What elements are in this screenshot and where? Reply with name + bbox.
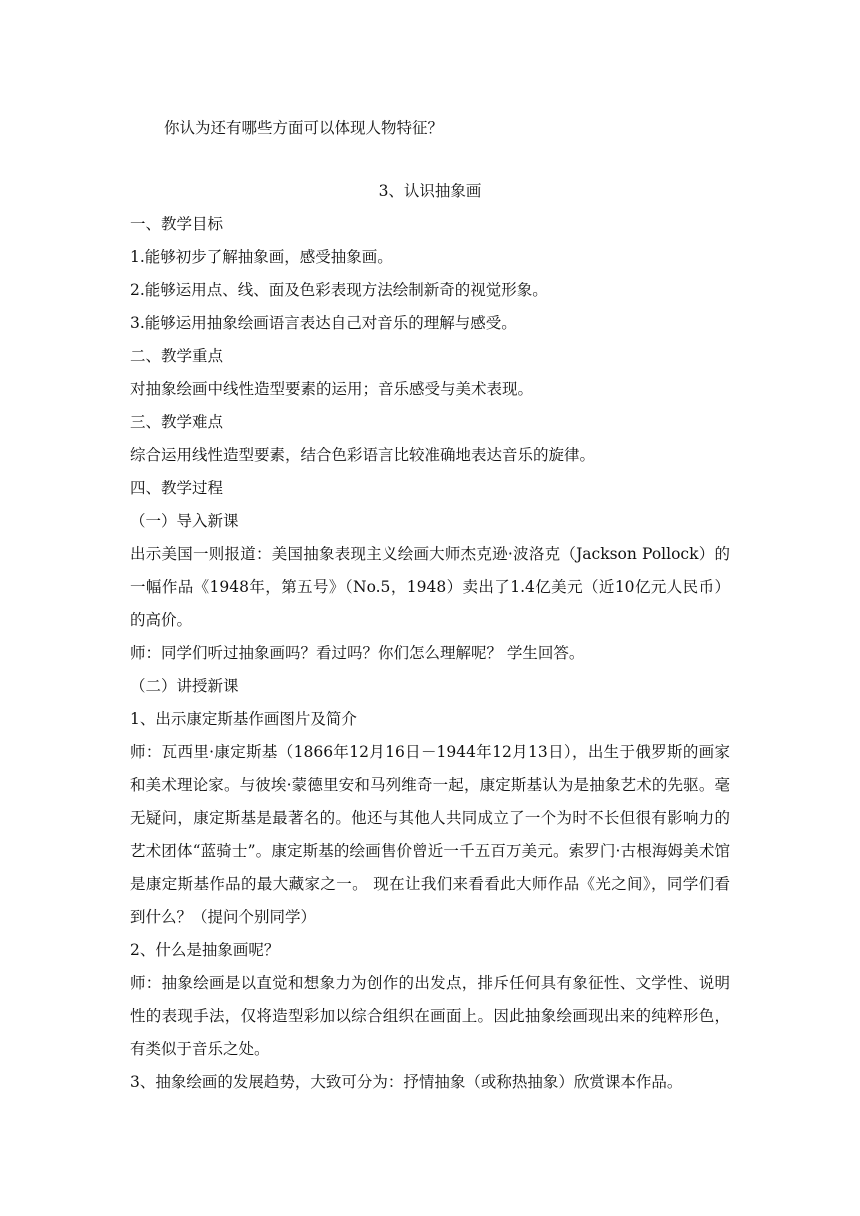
lesson-title: 3、认识抽象画 [378, 182, 482, 200]
intro-paragraph: 出示美国一则报道：美国抽象表现主义绘画大师杰克逊·波洛克（Jackson Pollock）的一幅作品《1948年，第五号》（No.5，1948）卖出了1.4亿美元（近10亿元人民币）的高价。 [130, 545, 730, 629]
goal-item-2: 2.能够运用点、线、面及色彩表现方法绘制新奇的视觉形象。 [130, 281, 548, 299]
step1-heading: 1、出示康定斯基作画图片及简介 [130, 710, 357, 728]
step3-paragraph: 3、抽象绘画的发展趋势，大致可分为：抒情抽象（或称热抽象）欣赏课本作品。 [130, 1073, 683, 1091]
key-heading: 二、教学重点 [130, 347, 224, 365]
intro-heading: （一）导入新课 [130, 512, 239, 530]
intro-question: 师：同学们听过抽象画吗？看过吗？你们怎么理解呢？ 学生回答。 [130, 644, 585, 662]
step1-paragraph: 师：瓦西里·康定斯基（1866年12月16日－1944年12月13日），出生于俄罗斯的画家和美术理论家。与彼埃·蒙德里安和马列维奇一起，康定斯基认为是抽象艺术的先驱。毫无疑问，康定斯基是最著名的。他还与其他人共同成立了一个为时不长但很有影响力的艺术团体“蓝骑士”。康定斯基的绘画售价曾近一千五百万美元。索罗门·古根海姆美术馆是康定斯基作品的最大藏家之一。 现在让我们来看看此大师作品《光之间》，同学们看到什么？（提问个别同学） [130, 743, 730, 926]
process-heading: 四、教学过程 [130, 479, 224, 497]
difficulty-heading: 三、教学难点 [130, 413, 224, 431]
goals-heading: 一、教学目标 [130, 215, 224, 233]
goal-item-1: 1.能够初步了解抽象画，感受抽象画。 [130, 248, 393, 266]
step2-heading: 2、什么是抽象画呢？ [130, 941, 280, 959]
step2-paragraph: 师：抽象绘画是以直觉和想象力为创作的出发点，排斥任何具有象征性、文学性、说明性的表现手法，仅将造型彩加以综合组织在画面上。因此抽象绘画现出来的纯粹形色，有类似于音乐之处。 [130, 974, 730, 1058]
teach-heading: （二）讲授新课 [130, 677, 239, 695]
difficulty-text: 综合运用线性造型要素，结合色彩语言比较准确地表达音乐的旋律。 [130, 446, 596, 464]
key-text: 对抽象绘画中线性造型要素的运用；音乐感受与美术表现。 [130, 380, 534, 398]
question-text: 你认为还有哪些方面可以体现人物特征？ [164, 119, 444, 137]
goal-item-3: 3.能够运用抽象绘画语言表达自己对音乐的理解与感受。 [130, 314, 517, 332]
